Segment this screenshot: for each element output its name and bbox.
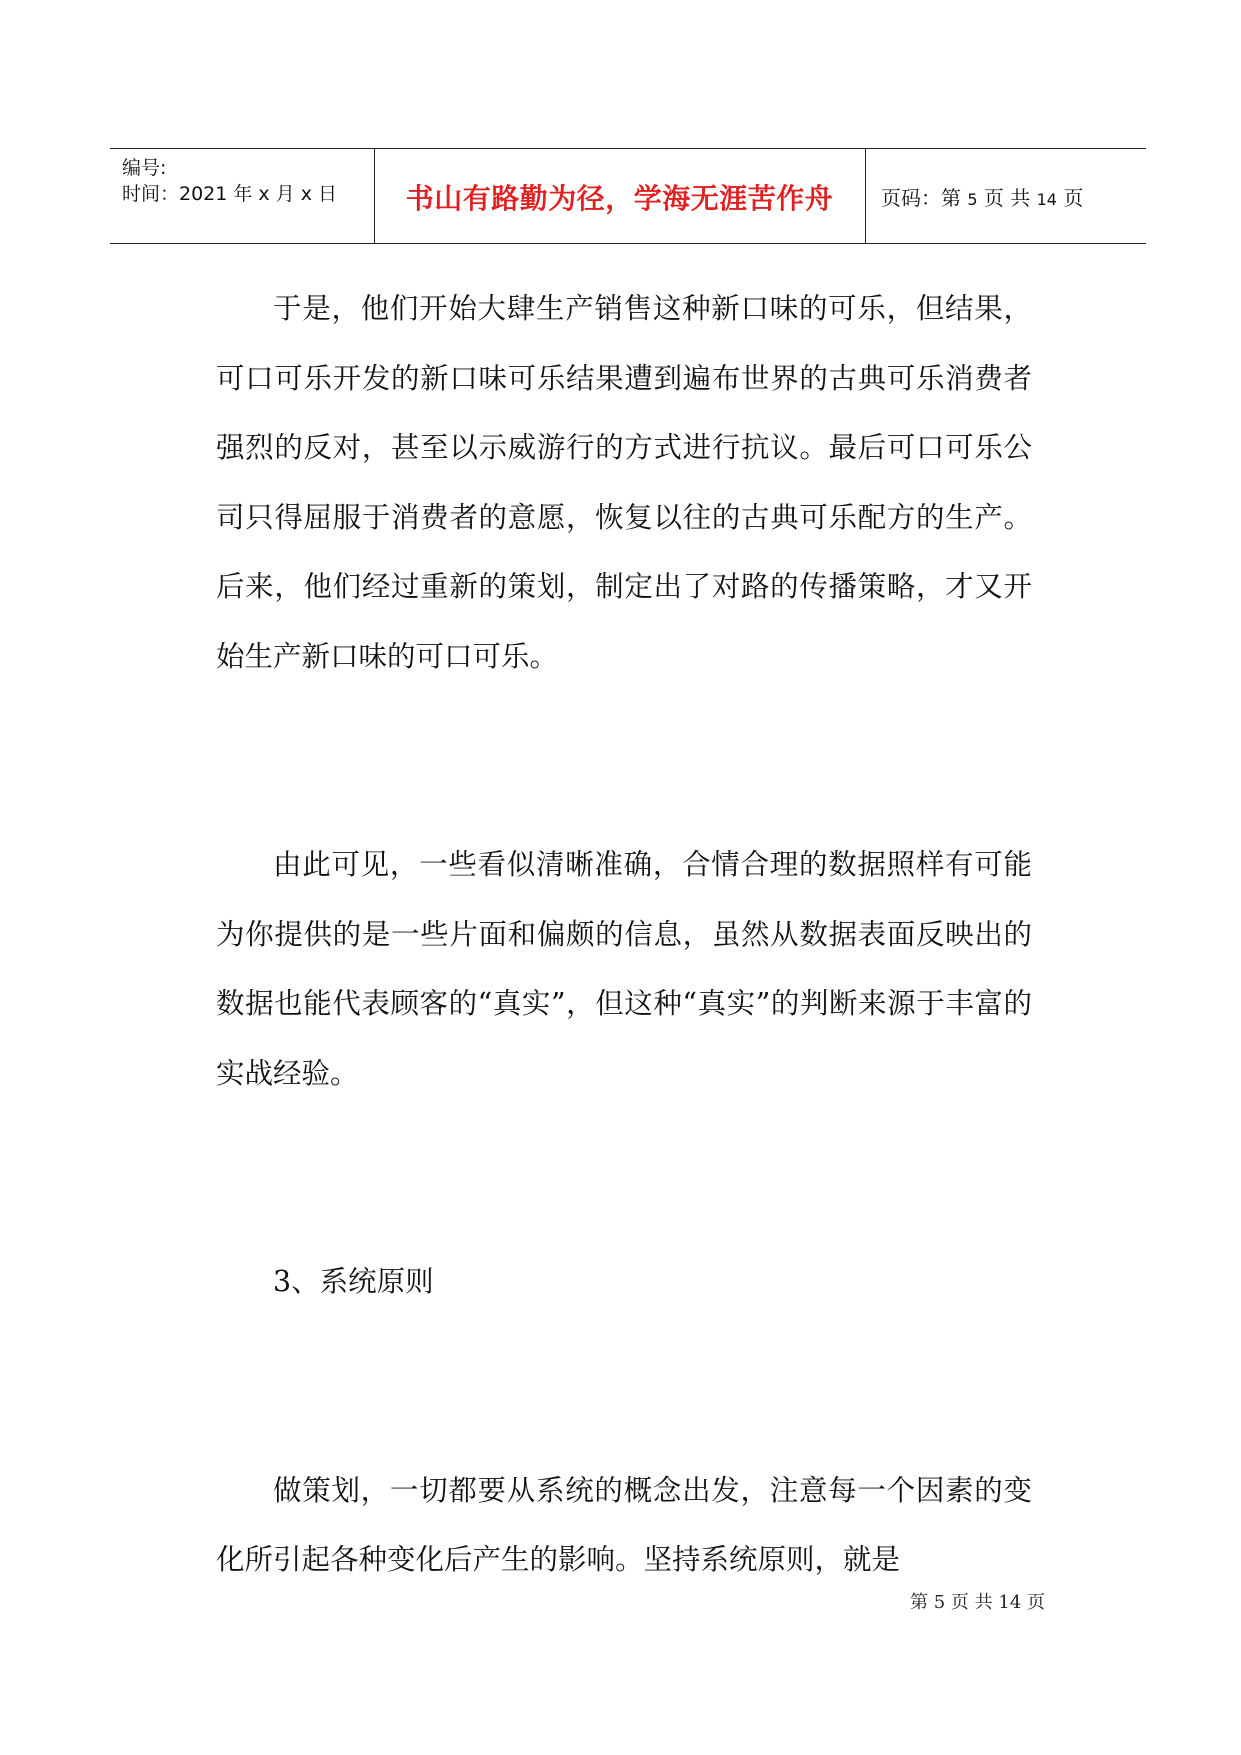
page-current: 5 xyxy=(967,190,978,209)
paragraph-1: 于是，他们开始大肆生产销售这种新口味的可乐，但结果，可口可乐开发的新口味可乐结果遭到遍布世界的古典可乐消费者强烈的反对，甚至以示威游行的方式进行抗议。最后可口可乐公司只得屈服于消费者的意愿，恢复以往的古典可乐配方的生产。后来，他们经过重新的策划，制定出了对路的传播策略，才又开始生产新口味的可口可乐。 xyxy=(216,292,1032,673)
document-body xyxy=(216,274,1032,1595)
page-total: 14 xyxy=(1036,190,1057,209)
document-time-label: 时间：2021 年 x 月 x 日 xyxy=(122,183,338,205)
header-page-number xyxy=(881,182,1083,211)
page-middle: 页 共 xyxy=(983,186,1031,210)
header-motto-cell xyxy=(374,149,866,243)
header-motto: 书山有路勤为径，学海无涯苦作舟 xyxy=(405,182,834,215)
paragraph-3: 做策划，一切都要从系统的概念出发，注意每一个因素的变化所引起各种变化后产生的影响。坚持系统原则，就是 xyxy=(216,1473,1032,1576)
page-suffix: 页 xyxy=(1063,186,1084,210)
header-page-cell xyxy=(867,149,1146,243)
page-footer: 第 5 页 共 14 页 xyxy=(910,1592,1045,1613)
section-heading-3: 3、系统原则 xyxy=(273,1265,434,1298)
page-prefix: 页码：第 xyxy=(881,186,961,210)
header-meta-cell xyxy=(110,149,375,243)
paragraph-2: 由此可见，一些看似清晰准确，合情合理的数据照样有可能为你提供的是一些片面和偏颇的信息，虽然从数据表面反映出的数据也能代表顾客的“真实”，但这种“真实”的判断来源于丰富的实战经验。 xyxy=(216,848,1032,1090)
document-number-label: 编号: xyxy=(122,157,167,179)
page-header xyxy=(110,148,1146,244)
